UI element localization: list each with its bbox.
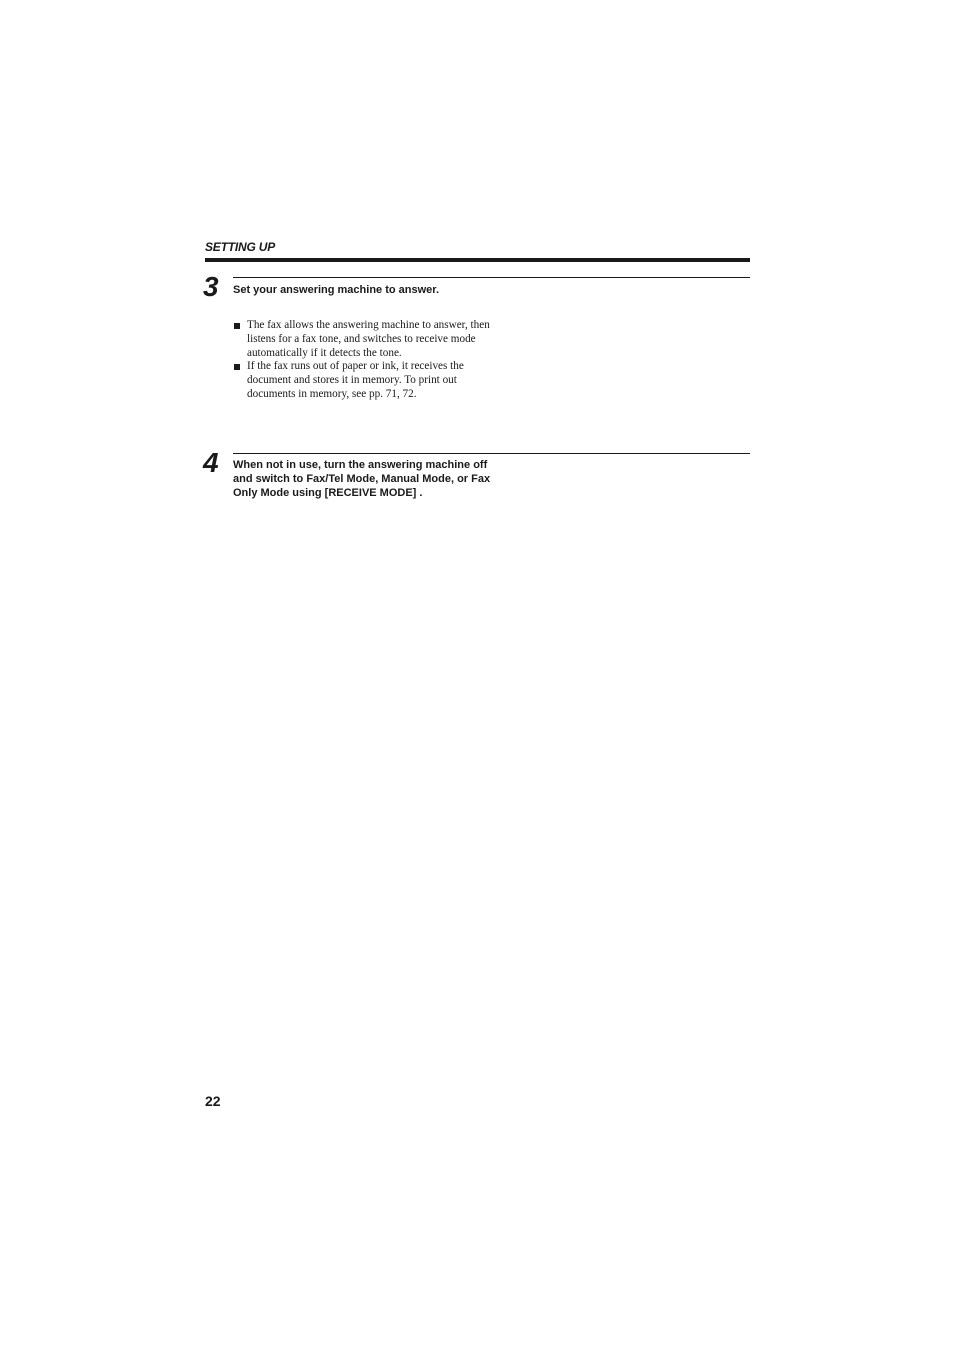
list-item (233, 360, 503, 401)
bullet-square-icon (234, 364, 240, 370)
step-4-number: 4 (203, 447, 219, 478)
step-3-rule (233, 277, 750, 278)
step-3-title: Set your answering machine to answer. (233, 284, 440, 296)
bullet-square-icon (234, 323, 240, 329)
step-4-title: When not in use, turn the answering machine off and switch to Fax/Tel Mode, Manual Mode, or Fax Only Mode using [RECEIVE MODE] . (233, 459, 491, 499)
list-item (233, 319, 503, 360)
step-3-bullet-list (233, 319, 503, 402)
step-4-rule (233, 453, 750, 454)
bullet-text: If the fax runs out of paper or ink, it receives the document and stores it in memory. To print out documents in memory, see pp. 71, 72. (247, 360, 464, 400)
page-number: 22 (205, 1093, 221, 1109)
header-rule (205, 258, 750, 262)
step-3-number: 3 (203, 271, 219, 302)
section-header: SETTING UP (205, 240, 276, 254)
bullet-text: The fax allows the answering machine to answer, then listens for a fax tone, and switches to receive mode automatically if it detects the tone. (247, 319, 490, 359)
